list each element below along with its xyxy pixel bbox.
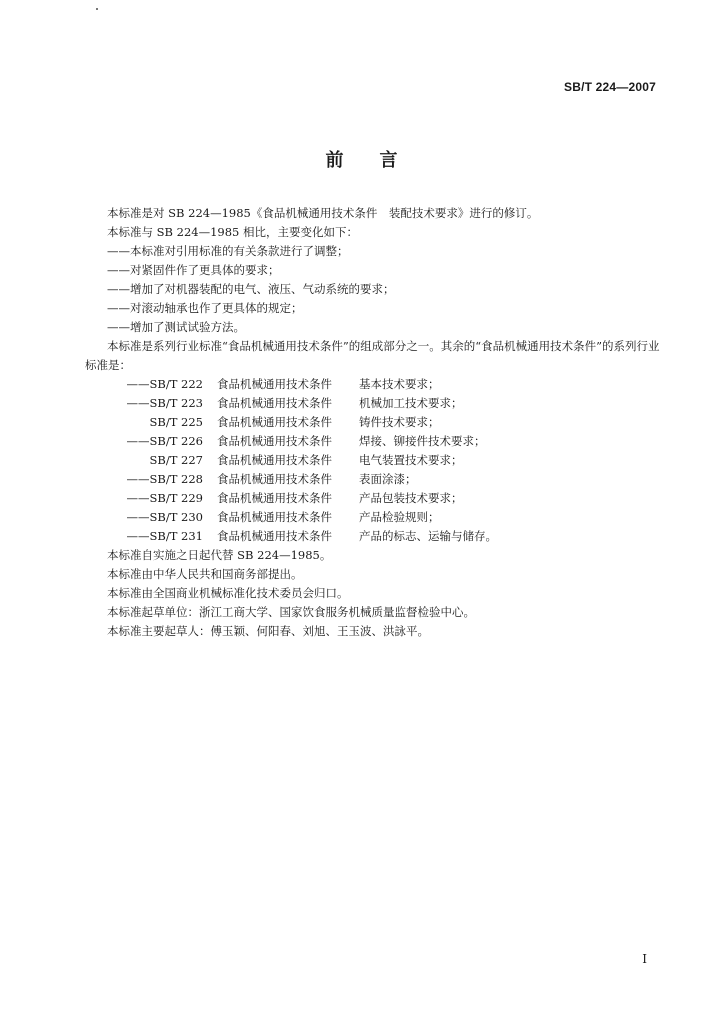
- series-row: [85, 470, 663, 489]
- series-part: 产品检验规则；: [359, 510, 440, 524]
- series-part: 产品的标志、运输与储存。: [359, 529, 497, 543]
- series-part: 基本技术要求；: [359, 377, 440, 391]
- change-item: ——对紧固件作了更具体的要求；: [107, 263, 280, 277]
- series-code: ——SB/T 230: [126, 510, 203, 524]
- series-row: [85, 432, 663, 451]
- series-name: 食品机械通用技术条件: [217, 396, 332, 410]
- series-code: ——SB/T 223: [126, 396, 203, 410]
- series-part: 焊接、铆接件技术要求；: [359, 434, 486, 448]
- series-code: SB/T 227: [149, 453, 203, 467]
- series-name: 食品机械通用技术条件: [217, 415, 332, 429]
- series-row: [85, 527, 663, 546]
- closing-drafting-units: 本标准起草单位：浙江工商大学、国家饮食服务机械质量监督检验中心。: [107, 605, 475, 619]
- document-body: [85, 204, 663, 641]
- series-part: 表面涂漆；: [359, 472, 417, 486]
- series-name: 食品机械通用技术条件: [217, 434, 332, 448]
- series-code: SB/T 225: [149, 415, 203, 429]
- change-item: ——增加了测试试验方法。: [107, 320, 245, 334]
- series-row: [85, 451, 663, 470]
- page-number: I: [642, 952, 647, 966]
- change-item: ——本标准对引用标准的有关条款进行了调整；: [107, 244, 349, 258]
- series-row: [85, 375, 663, 394]
- series-name: 食品机械通用技术条件: [217, 472, 332, 486]
- series-code: ——SB/T 228: [126, 472, 203, 486]
- page-title: 前言: [325, 150, 434, 171]
- series-part: 产品包装技术要求；: [359, 491, 463, 505]
- series-part: 电气装置技术要求；: [359, 453, 463, 467]
- series-code: ——SB/T 222: [126, 377, 203, 391]
- closing-proposed-by: 本标准由中华人民共和国商务部提出。: [107, 567, 303, 581]
- series-row: [85, 394, 663, 413]
- closing-drafters: 本标准主要起草人：傅玉颖、何阳春、刘旭、王玉波、洪詠平。: [107, 624, 429, 638]
- series-name: 食品机械通用技术条件: [217, 491, 332, 505]
- series-row: [85, 508, 663, 527]
- scan-speck: [96, 8, 98, 10]
- series-code: ——SB/T 231: [126, 529, 203, 543]
- change-item: ——对滚动轴承也作了更具体的规定；: [107, 301, 303, 315]
- series-name: 食品机械通用技术条件: [217, 453, 332, 467]
- series-name: 食品机械通用技术条件: [217, 377, 332, 391]
- series-row: [85, 489, 663, 508]
- series-name: 食品机械通用技术条件: [217, 510, 332, 524]
- change-item: ——增加了对机器装配的电气、液压、气动系统的要求；: [107, 282, 395, 296]
- series-row: [85, 413, 663, 432]
- closing-responsible-committee: 本标准由全国商业机械标准化技术委员会归口。: [107, 586, 349, 600]
- paragraph-series-intro: 本标准是系列行业标准“食品机械通用技术条件”的组成部分之一。其余的“食品机械通用技术条件”的系列行业标准是：: [85, 339, 660, 372]
- paragraph-revision: 本标准是对 SB 224—1985《食品机械通用技术条件 装配技术要求》进行的修订。: [107, 206, 539, 220]
- series-part: 机械加工技术要求；: [359, 396, 463, 410]
- series-part: 铸件技术要求；: [359, 415, 440, 429]
- closing-replaces: 本标准自实施之日起代替 SB 224—1985。: [107, 548, 332, 562]
- series-code: ——SB/T 229: [126, 491, 203, 505]
- standard-number: SB/T 224—2007: [564, 80, 656, 94]
- series-name: 食品机械通用技术条件: [217, 529, 332, 543]
- series-code: ——SB/T 226: [126, 434, 203, 448]
- paragraph-changes-intro: 本标准与 SB 224—1985 相比，主要变化如下：: [107, 225, 359, 239]
